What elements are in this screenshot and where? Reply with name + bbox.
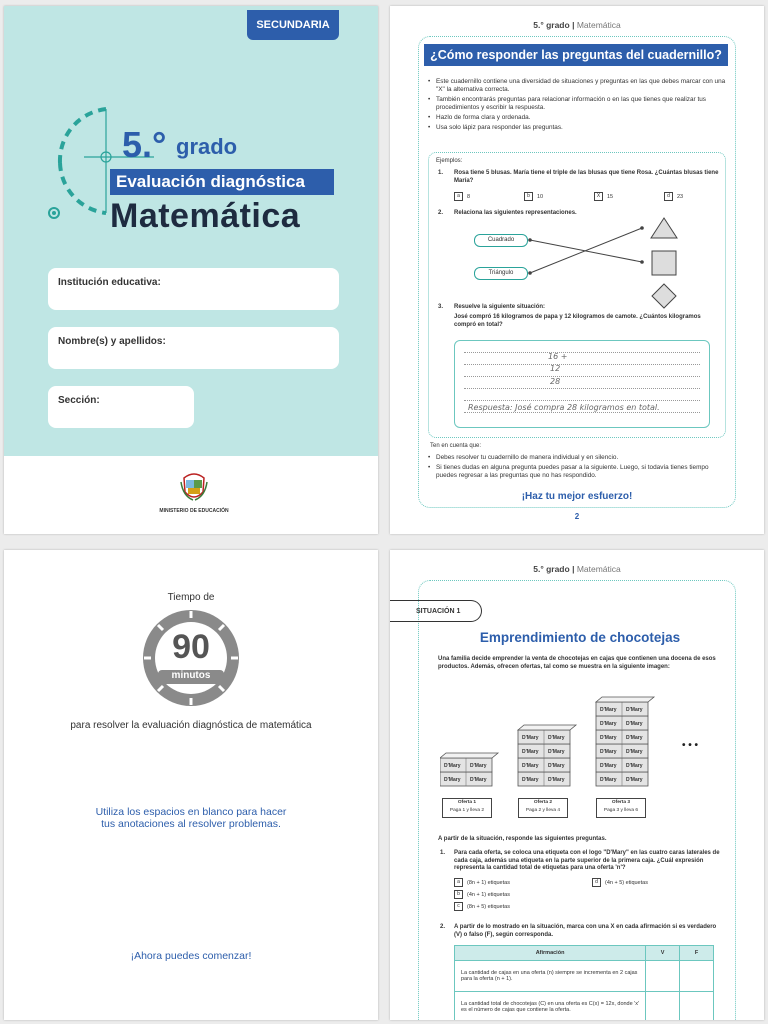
diamond-shape [652, 284, 676, 308]
chocoteja-box [518, 744, 570, 758]
note-item: • Debes resolver tu cuadernillo de manera individual y en silencio. [428, 454, 728, 462]
chocoteja-box [596, 716, 648, 730]
box-brand-label: D'Mary [548, 749, 565, 755]
example3-number: 3. [438, 304, 444, 310]
box-brand-label: D'Mary [600, 749, 617, 755]
page-header: 5.° grado | Matemática [533, 20, 621, 30]
true-checkbox-cell[interactable] [646, 961, 680, 992]
notes-label: Ten en cuenta que: [430, 443, 482, 449]
box-brand-label: D'Mary [600, 721, 617, 727]
chocoteja-box [440, 772, 492, 786]
encouragement-text: ¡Haz tu mejor esfuerzo! [521, 491, 633, 502]
situation-page [390, 550, 764, 1020]
example1-number: 1. [438, 170, 444, 176]
section-field[interactable]: Sección: [48, 386, 194, 428]
offer-1-label: Oferta 1 Paga 1 y lleva 2 [442, 798, 492, 818]
grade-number: 5.° [122, 124, 167, 165]
true-checkbox-cell[interactable] [646, 992, 680, 1021]
chocoteja-box [596, 772, 648, 786]
example3-title: Resuelve la siguiente situación: [454, 304, 546, 310]
box-stack-top [596, 697, 654, 702]
instruction-item: • También encontrarás preguntas para relacionar información o en las que tienes que realizar tus procedimientos y escribir la respuesta. [428, 96, 728, 112]
example1-option-b[interactable]: b 10 [524, 192, 543, 201]
instructions-title: ¿Cómo responder las preguntas del cuadernillo? [424, 44, 728, 66]
chocoteja-box [518, 772, 570, 786]
examples-label: Ejemplos: [436, 158, 463, 164]
more-offers-ellipsis: • • • [682, 740, 699, 751]
work-line-2: 12 [550, 364, 561, 373]
label-square[interactable]: Cuadrado [474, 234, 528, 247]
chocoteja-box [596, 730, 648, 744]
coat-of-arms-icon [179, 468, 209, 504]
box-brand-label: D'Mary [626, 763, 643, 769]
example1-option-c[interactable]: X 15 [594, 192, 613, 201]
box-brand-label: D'Mary [626, 777, 643, 783]
answer-box[interactable] [454, 340, 710, 428]
chocoteja-box [440, 758, 492, 772]
work-line-3: 28 [550, 377, 561, 386]
box-brand-label: D'Mary [444, 763, 461, 769]
subject-title: Matemática [110, 197, 301, 235]
work-line-1: 16 + [548, 352, 568, 361]
level-tag: SECUNDARIA [247, 10, 339, 40]
example1-question: Rosa tiene 5 blusas. María tiene el triple de las blusas que tiene Rosa. ¿Cuántas blusas tiene María? [454, 170, 719, 184]
instruction-line-2: tus anotaciones al resolver problemas. [101, 818, 281, 830]
questions-prompt: A partir de la situación, responde las siguientes preguntas. [438, 836, 607, 842]
situation-title: Emprendimiento de chocotejas [479, 630, 681, 645]
grade-word: grado [176, 134, 238, 159]
box-brand-label: D'Mary [600, 707, 617, 713]
box-brand-label: D'Mary [522, 763, 539, 769]
box-brand-label: D'Mary [626, 749, 643, 755]
question1-option-c[interactable]: c (8n + 5) etiquetas [454, 902, 510, 911]
purpose-text: para resolver la evaluación diagnóstica de matemática [70, 720, 312, 731]
cover-page [4, 6, 378, 534]
question1-option-d[interactable]: d (4n + 5) etiquetas [592, 878, 648, 887]
box-brand-label: D'Mary [626, 721, 643, 727]
question1-number: 1. [440, 850, 446, 856]
instructions-page [390, 6, 764, 534]
header-false: F [680, 946, 714, 961]
box-brand-label: D'Mary [626, 707, 643, 713]
box-brand-label: D'Mary [444, 777, 461, 783]
ministry-logo [154, 468, 234, 514]
example1-option-a[interactable]: a 8 [454, 192, 470, 201]
box-stack-top [440, 753, 498, 758]
handwritten-answer: Respuesta: José compra 28 kilogramos en total. [468, 403, 660, 412]
instruction-list [428, 78, 728, 134]
question1-option-b[interactable]: b (4n + 1) etiquetas [454, 890, 510, 899]
table-row [455, 992, 714, 1021]
statement-cell: La cantidad total de chocotejas (C) en una oferta es C(x) = 12x, donde 'x' es el número de cajas que contiene la oferta. [455, 992, 646, 1021]
triangle-shape [651, 218, 677, 238]
notes-list [428, 454, 728, 482]
question2-text: A partir de lo mostrado en la situación, marca con una X en cada afirmación si es verdadero (V) o falso (F), según corresponda. [454, 924, 717, 938]
minutes-value: 90 [172, 628, 210, 666]
instruction-item: • Hazlo de forma clara y ordenada. [428, 114, 728, 122]
header-statement: Afirmación [455, 946, 646, 961]
page-header: 5.° grado | Matemática [533, 564, 621, 574]
box-brand-label: D'Mary [470, 763, 487, 769]
box-stack-top [518, 725, 576, 730]
example2-number: 2. [438, 210, 444, 216]
box-brand-label: D'Mary [600, 777, 617, 783]
box-brand-label: D'Mary [548, 777, 565, 783]
instruction-line-1: Utiliza los espacios en blanco para hacer [95, 806, 287, 818]
chocoteja-box [596, 758, 648, 772]
table-row [455, 961, 714, 992]
true-false-table [454, 945, 714, 1020]
chocoteja-box [518, 730, 570, 744]
instruction-item: • Usa solo lápiz para responder las preguntas. [428, 124, 728, 132]
box-brand-label: D'Mary [600, 735, 617, 741]
chocoteja-box [596, 744, 648, 758]
evaluation-banner: Evaluación diagnóstica [110, 169, 334, 195]
box-brand-label: D'Mary [522, 749, 539, 755]
note-item: • Si tienes dudas en alguna pregunta puedes pasar a la siguiente. Luego, si todavía tienes tiempo puedes regresar a las preguntas que no has respondido. [428, 464, 728, 480]
question2-number: 2. [440, 924, 446, 930]
start-text: ¡Ahora puedes comenzar! [130, 950, 252, 962]
offer-3-label: Oferta 3 Paga 3 y lleva 6 [596, 798, 646, 818]
example1-option-d[interactable]: d 23 [664, 192, 683, 201]
instruction-item: • Este cuadernillo contiene una diversidad de situaciones y preguntas en las que debes marcar con una "X" la alternativa correcta. [428, 78, 728, 94]
chocoteja-boxes-illustration [440, 690, 720, 790]
offer-2-label: Oferta 2 Paga 2 y lleva 4 [518, 798, 568, 818]
question1-option-a[interactable]: a (8n + 1) etiquetas [454, 878, 510, 887]
box-brand-label: D'Mary [548, 763, 565, 769]
time-page [4, 550, 378, 1020]
false-checkbox-cell[interactable] [680, 961, 714, 992]
example2-question: Relaciona las siguientes representaciones. [454, 210, 577, 216]
question1-text: Para cada oferta, se coloca una etiqueta con el logo "D'Mary" en las cuatro caras laterales de cada caja, además una etiqueta en la parte superior de la primera caja. ¿Cuál expresión representa la cantidad total de etiquetas para una oferta 'n'? [454, 850, 720, 871]
time-label: Tiempo de [167, 592, 215, 603]
box-brand-label: D'Mary [522, 735, 539, 741]
example3-question: José compró 16 kilogramos de papa y 12 kilogramos de camote. ¿Cuántos kilogramos compró en total? [454, 314, 701, 328]
chocoteja-box [596, 702, 648, 716]
minutes-word: minutos [171, 670, 211, 681]
header-true: V [646, 946, 680, 961]
false-checkbox-cell[interactable] [680, 992, 714, 1021]
box-brand-label: D'Mary [600, 763, 617, 769]
ministry-label: MINISTERIO DE EDUCACIÓN [159, 508, 229, 514]
box-brand-label: D'Mary [626, 735, 643, 741]
institution-field[interactable]: Institución educativa: [48, 268, 339, 310]
situation-intro: Una familia decide emprender la venta de chocotejas en cajas que contienen una docena de esos productos. Además, ofrecen ofertas, tal como se muestra en la siguiente imagen: [438, 656, 716, 670]
box-brand-label: D'Mary [522, 777, 539, 783]
label-triangle[interactable]: Triángulo [474, 267, 528, 280]
name-field[interactable]: Nombre(s) y apellidos: [48, 327, 339, 369]
box-brand-label: D'Mary [548, 735, 565, 741]
chocoteja-box [518, 758, 570, 772]
matching-shapes [526, 216, 686, 316]
page-number: 2 [574, 512, 580, 521]
box-brand-label: D'Mary [470, 777, 487, 783]
statement-cell: La cantidad de cajas en una oferta (n) siempre se incrementa en 2 cajas para la oferta (n + 1). [455, 961, 646, 992]
situation-tab: SITUACIÓN 1 [390, 600, 482, 622]
square-shape [652, 251, 676, 275]
